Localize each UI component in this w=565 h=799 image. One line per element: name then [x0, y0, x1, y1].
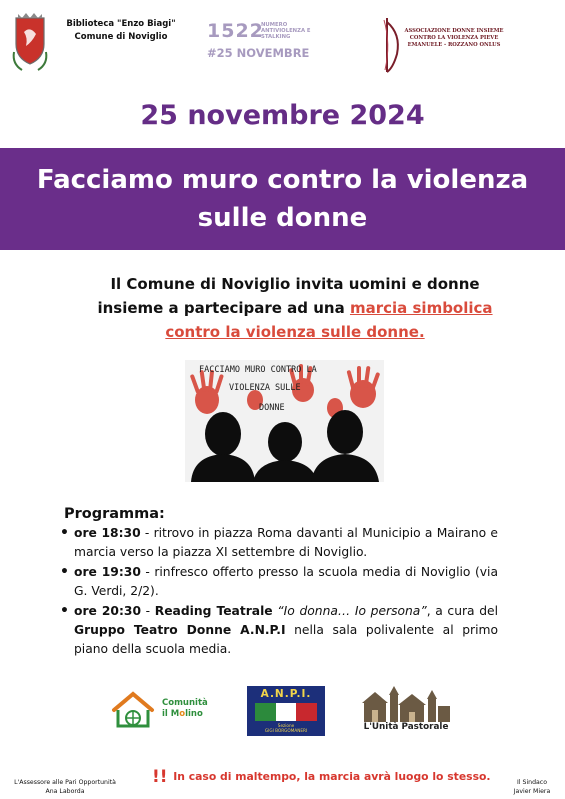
programme-title: Programma: [64, 506, 165, 522]
assessor-name: Ana Laborda [45, 788, 85, 795]
comunita-name [162, 698, 208, 720]
mayor-signature [505, 778, 559, 796]
anpi-title: A.N.P.I. [260, 688, 312, 700]
invite-line-2 [60, 296, 530, 320]
assessor-role: L'Assessore alle Pari Opportunità [14, 779, 116, 786]
programme-item [58, 524, 498, 562]
handwriting-line-2: VIOLENZA SULLE [229, 383, 301, 393]
association-logo [377, 14, 509, 76]
reading-quote: “Io donna… Io persona” [277, 604, 427, 618]
invite-line-2-text: insieme a partecipare ad una [97, 299, 350, 317]
programme-time: ore 19:30 [74, 565, 141, 579]
comunita-line-2-o: o [179, 709, 186, 719]
programme-list [58, 524, 498, 660]
handwriting-line-3: DONNE [259, 403, 285, 413]
unita-pastorale-logo [360, 684, 452, 736]
mayor-role: Il Sindaco [517, 779, 547, 786]
invite-line-1: Il Comune di Noviglio invita uomini e donne [110, 275, 480, 293]
header [0, 0, 565, 90]
warning-text: In caso di maltempo, la marcia avrà luogo lo stesso. [173, 770, 491, 783]
programme-text: nella sala polivalente al primo piano della scuola media. [74, 623, 498, 656]
unita-pastorale-label: L'Unità Pastorale [363, 722, 449, 732]
weather-warning [152, 767, 491, 787]
title-line-1: Facciamo muro contro la violenza [36, 165, 529, 195]
reading-title: Reading Teatrale [154, 604, 273, 618]
exclamation-icon: !! [152, 767, 168, 787]
comunita-line-2 [162, 709, 208, 720]
mayor-name: Javier Miera [513, 788, 551, 795]
programme-text: - rinfresco offerto presso la scuola media di Noviglio (via G. Verdi, 2/2). [74, 565, 498, 598]
programme-item [58, 563, 498, 601]
assessor-signature [6, 778, 124, 796]
title-line-2: sulle donne [197, 203, 368, 233]
handwriting-line-1: FACCIAMO MURO CONTRO LA [199, 365, 317, 375]
municipal-crest-icon [10, 12, 50, 74]
programme-text: - ritrovo in piazza Roma davanti al Municipio a Mairano e marcia verso la piazza XI settembre di Noviglio. [74, 526, 498, 559]
invitation-text [60, 272, 530, 344]
programme-time: ore 20:30 [74, 604, 142, 618]
antiviolence-number: 1522 [207, 20, 264, 42]
anpi-section-line-1: Sezione [277, 723, 295, 728]
logo-1522 [203, 18, 321, 70]
wall-silhouettes-image [185, 360, 384, 482]
event-date: 25 novembre 2024 [140, 100, 425, 131]
invite-line-3 [60, 320, 530, 344]
municipality-name: Comune di Noviglio [74, 32, 168, 42]
silhouettes-illustration [185, 360, 384, 482]
title-banner [0, 148, 565, 250]
comunita-line-2-a: il M [162, 709, 180, 719]
march-link-part-2: contro la violenza sulle donne. [165, 323, 425, 341]
programme-time: ore 18:30 [74, 526, 141, 540]
theatre-group: Gruppo Teatro Donne A.N.P.I [74, 623, 286, 637]
churches-icon [360, 684, 452, 722]
mill-house-icon [110, 688, 156, 734]
anpi-section-line-2: GIGI BORGOMANERI [264, 728, 308, 733]
library-name: Biblioteca "Enzo Biagi" [66, 19, 176, 29]
comunita-line-1: Comunità [162, 698, 208, 708]
page-title [37, 161, 528, 237]
association-text: ASSOCIAZIONE DONNE INSIEME CONTRO LA VIOLENZA PIEVE EMANUELE - ROZZANO ONLUS [404, 28, 504, 48]
hashtag-25-novembre: #25 NOVEMBRE [207, 46, 310, 60]
comunita-il-molino-logo [110, 688, 214, 734]
programme-item [58, 602, 498, 659]
anpi-logo [247, 686, 325, 736]
anpi-section [247, 723, 325, 733]
march-link-part-1: marcia simbolica [349, 299, 493, 317]
library-heading [56, 18, 186, 44]
programme-text: - [141, 604, 155, 618]
italian-flag-icon [255, 703, 317, 721]
programme-text: , a cura del [426, 604, 499, 618]
comunita-line-2-b: lino [185, 709, 203, 719]
antiviolence-text: NUMERO ANTIVIOLENZA E STALKING [261, 22, 311, 40]
